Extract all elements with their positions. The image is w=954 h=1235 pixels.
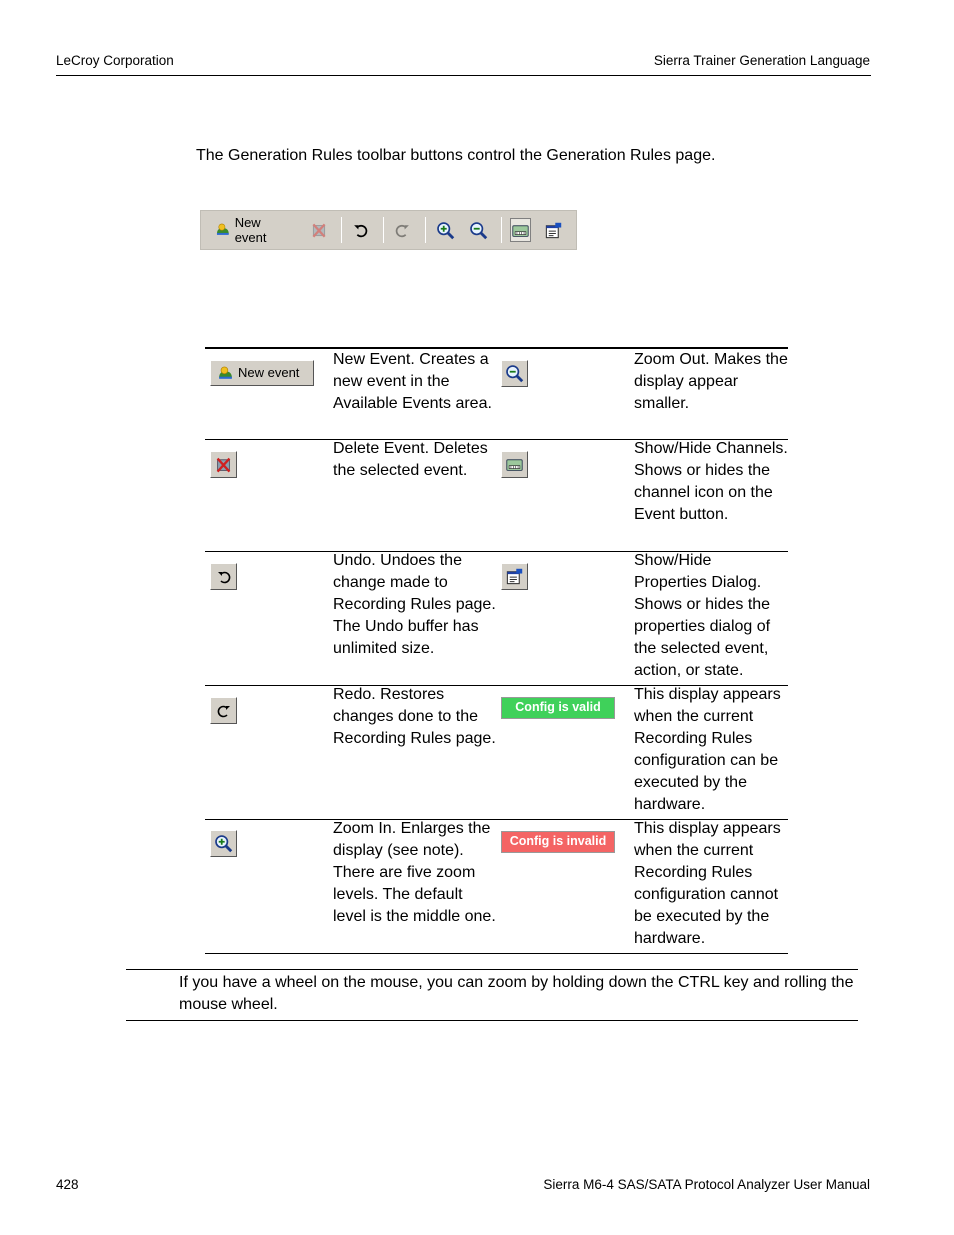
zoom-out-button-image [501,360,528,387]
new-event-button-image [210,360,314,386]
zoom-out-description: Zoom Out. Makes the display appear smaller. [634,351,788,412]
toolbar-separator [501,217,502,243]
toolbar-zoom-in-button[interactable] [434,218,455,242]
zoom-in-icon [436,221,455,240]
undo-button-image [210,563,237,590]
toolbar-zoom-out-button[interactable] [468,218,489,242]
show-hide-channels-icon [511,221,530,240]
show-hide-properties-icon [544,221,563,240]
header-company: LeCroy Corporation [56,53,174,68]
delete-event-button [210,451,237,478]
toolbar-separator [425,217,426,243]
config-valid-description: This display appears when the current Recording Rules configuration can be executed by the hardware. [634,686,781,813]
undo-button [210,563,237,590]
zoom-in-icon [214,834,233,853]
redo-icon [216,703,232,719]
undo-description: Undo. Undoes the change made to Recording Rules page. The Undo buffer has unlimited size. [333,552,496,657]
redo-icon [394,222,411,239]
toolbar-separator [341,217,342,243]
toolbar-undo-button[interactable] [350,218,371,242]
delete-event-button-image [210,451,237,478]
table-row [205,820,788,954]
note-text: If you have a wheel on the mouse, you can zoom by holding down the CTRL key and rolling the mouse wheel. [179,974,854,1013]
show-hide-channels-description: Show/Hide Channels. Shows or hides the channel icon on the Event button. [634,440,788,523]
zoom-in-button-image [210,830,237,857]
page-number: 428 [56,1177,79,1192]
toolbar-separator [383,217,384,243]
redo-description: Redo. Restores changes done to the Recording Rules page. [333,686,496,747]
generation-rules-toolbar [200,210,577,250]
redo-button-image [210,697,237,724]
table-row [205,686,788,820]
zoom-in-description: Zoom In. Enlarges the display (see note). There are five zoom levels. The default level is the middle one. [333,820,496,925]
delete-event-icon [214,455,233,474]
new-event-icon [215,221,231,239]
show-hide-channels-button [501,451,528,478]
header-rule [56,75,871,76]
show-hide-channels-button-image [501,451,528,478]
toolbar-delete-event-button[interactable] [308,218,329,242]
config-invalid-description: This display appears when the current Recording Rules configuration cannot be executed by the hardware. [634,820,781,947]
show-hide-properties-icon [505,567,524,586]
delete-event-icon [310,221,328,239]
intro-text: The Generation Rules toolbar buttons control the Generation Rules page. [196,147,716,164]
config-invalid-image [501,831,615,853]
new-event-label: New event [238,365,300,381]
delete-event-description: Delete Event. Deletes the selected event. [333,440,488,479]
zoom-out-button [501,360,528,387]
undo-icon [216,569,232,585]
toolbar-show-hide-channels-button[interactable] [510,218,531,242]
toolbar-buttons-table [205,347,788,954]
show-hide-properties-description: Show/Hide Properties Dialog. Shows or hides the properties dialog of the selected event, action, or state. [634,552,771,679]
table-row [205,552,788,686]
config-invalid-indicator: Config is invalid [501,831,615,853]
table-row [205,349,788,440]
config-valid-image [501,697,615,719]
header-title: Sierra Trainer Generation Language [653,53,870,68]
config-valid-indicator: Config is valid [501,697,615,719]
new-event-button [210,360,314,386]
toolbar-new-event-label: New event [234,215,267,245]
undo-icon [352,222,369,239]
show-hide-properties-button [501,563,528,590]
new-event-description: New Event. Creates a new event in the Available Events area. [333,351,492,412]
zoom-in-button [210,830,237,857]
new-event-icon [217,365,234,382]
note-top-rule [126,969,858,970]
show-hide-properties-button-image [501,563,528,590]
show-hide-channels-icon [505,455,524,474]
toolbar-show-hide-properties-button[interactable] [543,218,564,242]
toolbar-new-event-button[interactable] [215,215,288,245]
toolbar-redo-button[interactable] [392,218,413,242]
zoom-out-icon [469,221,488,240]
table-row [205,440,788,552]
redo-button [210,697,237,724]
note-bottom-rule [126,1020,858,1021]
footer-title: Sierra M6-4 SAS/SATA Protocol Analyzer User Manual [543,1177,870,1192]
zoom-out-icon [505,364,524,383]
